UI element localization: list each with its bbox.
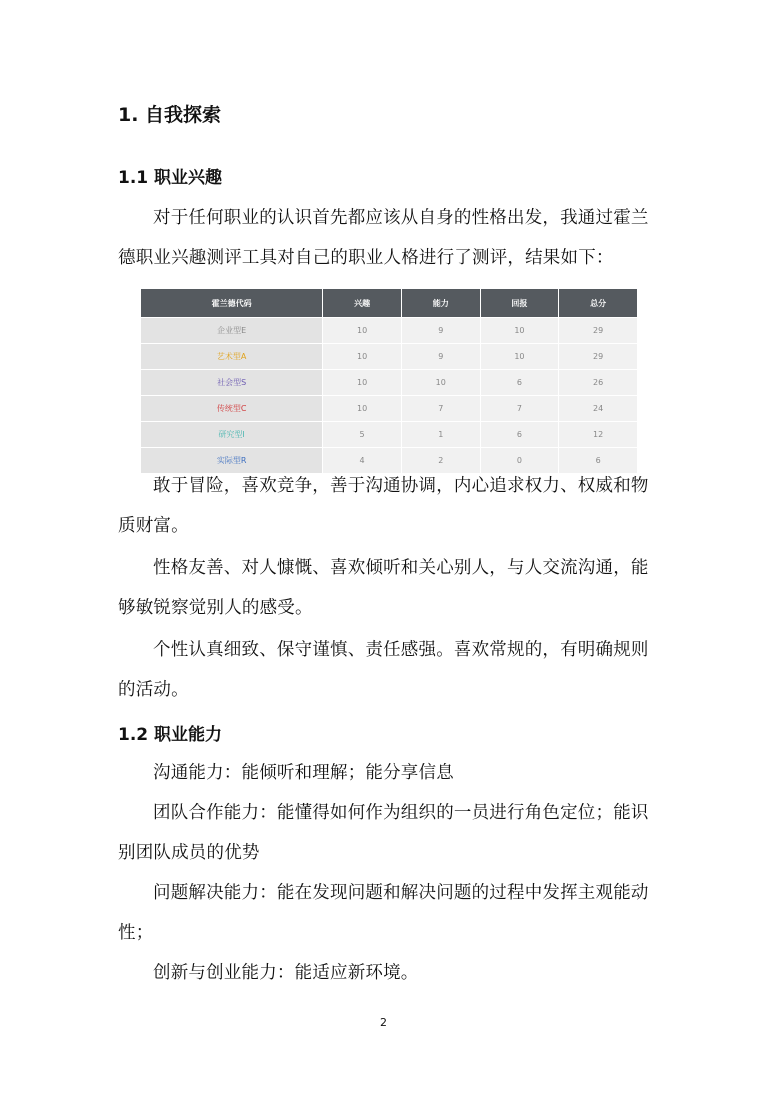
paragraph-ability-2 (118, 793, 663, 873)
cell-code: 社会型S (141, 370, 322, 395)
cell-value: 10 (323, 344, 401, 369)
section-heading: 1. 自我探索 (118, 104, 222, 126)
col-header-reward: 回报 (481, 289, 559, 317)
cell-value: 10 (402, 370, 480, 395)
paragraph-text: 创新与创业能力：能适应新环境。 (153, 963, 419, 983)
page-number: 2 (380, 1016, 387, 1029)
paragraph-text: 个性认真细致、保守谨慎、责任感强。喜欢常规的，有明确规则的活动。 (118, 640, 649, 700)
col-header-ability: 能力 (402, 289, 480, 317)
cell-value: 7 (402, 396, 480, 421)
cell-value: 1 (402, 422, 480, 447)
cell-value: 2 (402, 448, 480, 473)
cell-code: 实际型R (141, 448, 322, 473)
cell-value: 7 (481, 396, 559, 421)
cell-value: 10 (481, 344, 559, 369)
paragraph-trait-2 (118, 548, 663, 628)
table-row (141, 318, 637, 343)
cell-code: 艺术型A (141, 344, 322, 369)
subsection-heading-interest: 1.1 职业兴趣 (118, 168, 223, 188)
paragraph-text: 团队合作能力：能懂得如何作为组织的一员进行角色定位；能识别团队成员的优势 (118, 803, 649, 863)
subsection-heading-ability: 1.2 职业能力 (118, 725, 223, 745)
cell-code: 企业型E (141, 318, 322, 343)
cell-value: 29 (559, 318, 637, 343)
paragraph-ability-1 (118, 753, 663, 793)
intro-text: 对于任何职业的认识首先都应该从自身的性格出发，我通过霍兰德职业兴趣测评工具对自己的职业人格进行了测评，结果如下： (118, 208, 649, 268)
paragraph-trait-3 (118, 630, 663, 710)
cell-value: 24 (559, 396, 637, 421)
cell-value: 0 (481, 448, 559, 473)
table-row (141, 396, 637, 421)
table-row (141, 422, 637, 447)
cell-value: 10 (323, 396, 401, 421)
cell-code: 研究型I (141, 422, 322, 447)
cell-value: 29 (559, 344, 637, 369)
paragraph-text: 沟通能力：能倾听和理解；能分享信息 (153, 763, 454, 783)
cell-value: 10 (323, 318, 401, 343)
table-header-row (141, 289, 637, 317)
cell-value: 10 (323, 370, 401, 395)
cell-value: 6 (481, 422, 559, 447)
cell-value: 6 (559, 448, 637, 473)
cell-value: 6 (481, 370, 559, 395)
cell-value: 9 (402, 344, 480, 369)
cell-value: 5 (323, 422, 401, 447)
paragraph-text: 敢于冒险，喜欢竞争，善于沟通协调，内心追求权力、权威和物质财富。 (118, 476, 649, 536)
paragraph-text: 性格友善、对人慷慨、喜欢倾听和关心别人，与人交流沟通，能够敏锐察觉别人的感受。 (118, 558, 649, 618)
col-header-code: 霍兰德代码 (141, 289, 322, 317)
col-header-interest: 兴趣 (323, 289, 401, 317)
table-row (141, 370, 637, 395)
cell-code: 传统型C (141, 396, 322, 421)
paragraph-ability-4 (118, 953, 663, 993)
cell-value: 9 (402, 318, 480, 343)
paragraph-ability-3 (118, 873, 663, 953)
paragraph-trait-1 (118, 466, 663, 546)
cell-value: 26 (559, 370, 637, 395)
intro-paragraph (118, 198, 663, 278)
cell-value: 4 (323, 448, 401, 473)
cell-value: 10 (481, 318, 559, 343)
cell-value: 12 (559, 422, 637, 447)
paragraph-text: 问题解决能力：能在发现问题和解决问题的过程中发挥主观能动性； (118, 883, 649, 943)
holland-table (140, 288, 638, 474)
table-row (141, 344, 637, 369)
col-header-total: 总分 (559, 289, 637, 317)
